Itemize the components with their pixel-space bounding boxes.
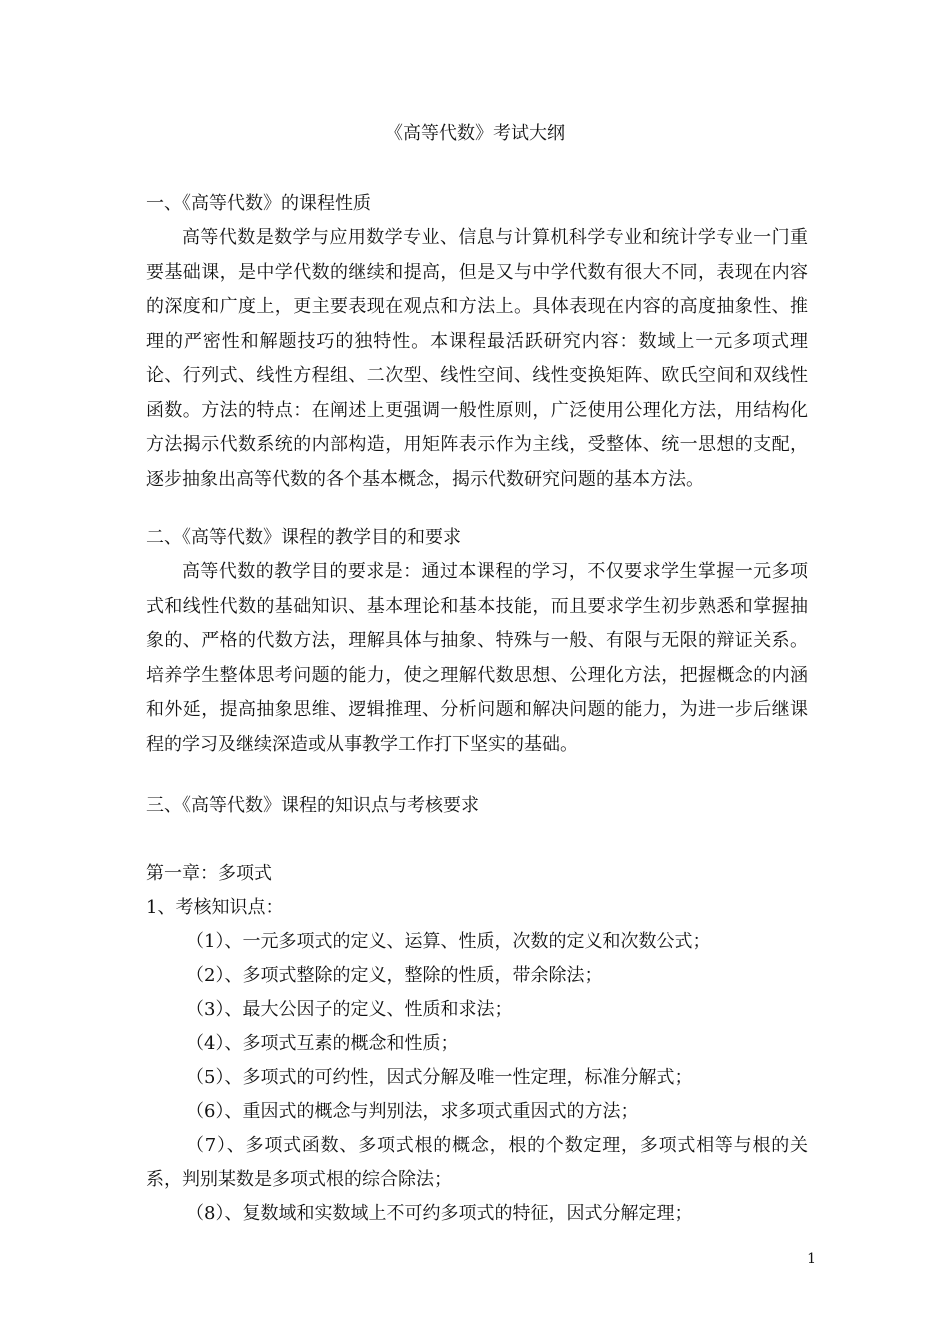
list-item: （4）、多项式互素的概念和性质； — [186, 1033, 459, 1054]
list-item: （7）、多项式函数、多项式根的概念，根的个数定理，多项式相等与根的关系，判别某数是多项式根的综合除法； — [146, 1135, 808, 1190]
list-item: （3）、最大公因子的定义、性质和求法； — [186, 999, 513, 1020]
list-item: （5）、多项式的可约性，因式分解及唯一性定理，标准分解式； — [186, 1067, 693, 1088]
section-paragraph: 高等代数是数学与应用数学专业、信息与计算机科学专业和统计学专业一门重要基础课，是中学代数的继续和提高，但是又与中学代数有很大不同，表现在内容的深度和广度上，更主要表现在观点和方法上。具体表现在内容的高度抽象性、推理的严密性和解题技巧的独特性。本课程最活跃研究内容：数域上一元多项式理论、行列式、线性方程组、二次型、线性空间、线性变换矩阵、欧氏空间和双线性函数。方法的特点：在阐述上更强调一般性原则，广泛使用公理化方法，用结构化方法揭示代数系统的内部构造，用矩阵表示作为主线，受整体、统一思想的支配，逐步抽象出高等代数的各个基本概念，揭示代数研究问题的基本方法。 — [146, 227, 808, 490]
section-heading: 三、《高等代数》课程的知识点与考核要求 — [146, 795, 479, 816]
chapter-subheading: 1、考核知识点： — [146, 897, 284, 918]
document-title: 《高等代数》考试大纲 — [385, 123, 565, 144]
knowledge-point-list — [146, 925, 808, 1231]
section-teaching-goals — [146, 521, 808, 762]
list-item: （2）、多项式整除的定义，整除的性质，带余除法； — [186, 965, 603, 986]
section-course-nature — [146, 187, 808, 497]
section-knowledge-points — [146, 789, 808, 823]
section-heading: 二、《高等代数》课程的教学目的和要求 — [146, 527, 461, 548]
list-item: （6）、重因式的概念与判别法，求多项式重因式的方法； — [186, 1101, 639, 1122]
list-item: （8）、复数域和实数域上不可约多项式的特征，因式分解定理； — [186, 1203, 693, 1224]
section-heading: 一、《高等代数》的课程性质 — [146, 193, 371, 214]
page-number: 1 — [807, 1251, 816, 1267]
list-item: （1）、一元多项式的定义、运算、性质，次数的定义和次数公式； — [186, 931, 711, 952]
chapter-polynomials — [146, 857, 808, 1231]
chapter-heading: 第一章：多项式 — [146, 863, 272, 884]
section-paragraph: 高等代数的教学目的要求是：通过本课程的学习，不仅要求学生掌握一元多项式和线性代数的基础知识、基本理论和基本技能，而且要求学生初步熟悉和掌握抽象的、严格的代数方法，理解具体与抽象、特殊与一般、有限与无限的辩证关系。培养学生整体思考问题的能力，使之理解代数思想、公理化方法，把握概念的内涵和外延，提高抽象思维、逻辑推理、分析问题和解决问题的能力，为进一步后继课程的学习及继续深造或从事教学工作打下坚实的基础。 — [146, 561, 808, 755]
